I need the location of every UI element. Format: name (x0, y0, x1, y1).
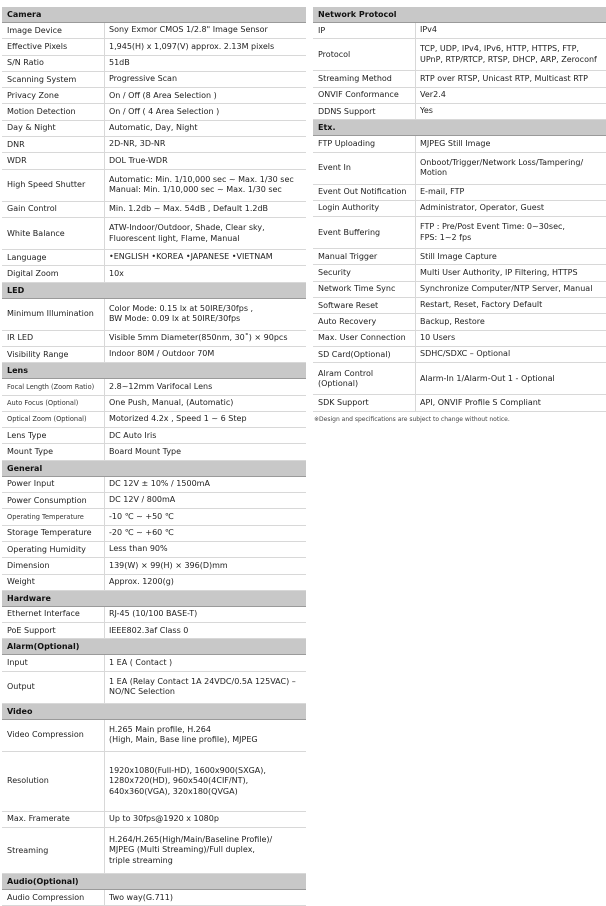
spec-value: API, ONVIF Profile S Compliant (420, 397, 541, 407)
spec-label: Power Input (2, 477, 105, 492)
spec-row (2, 56, 306, 72)
spec-row (2, 720, 306, 752)
spec-value: One Push, Manual, (Automatic) (109, 397, 234, 407)
spec-value: IPv4 (420, 25, 438, 35)
footnote: ※Design and specifications are subject to change without notice. (314, 415, 510, 423)
spec-value: -10 ℃ ~ +50 ℃ (109, 511, 174, 521)
spec-value: SDHC/SDXC – Optional (420, 349, 511, 359)
spec-value: Yes (420, 106, 433, 116)
spec-label: Login Authority (313, 201, 416, 216)
spec-row (2, 477, 306, 493)
spec-label: DNR (2, 137, 105, 152)
spec-label: Auto Focus (Optional) (2, 396, 105, 411)
section-header: Etx. (313, 120, 606, 136)
spec-label: Input (2, 655, 105, 670)
spec-label: Image Device (2, 23, 105, 38)
spec-label: Day & Night (2, 121, 105, 136)
spec-value: -20 ℃ ~ +60 ℃ (109, 528, 174, 538)
spec-value: Less than 90% (109, 544, 168, 554)
section-header: Camera (2, 7, 306, 23)
spec-value: 2D-NR, 3D-NR (109, 139, 166, 149)
spec-value: 1 EA (Relay Contact 1A 24VDC/0.5A 125VAC) – NO/NC Selection (109, 676, 296, 697)
spec-row (313, 217, 606, 249)
spec-value: ATW-Indoor/Outdoor, Shade, Clear sky, Fluorescent light, Flame, Manual (109, 223, 265, 243)
spec-table-left (2, 7, 306, 906)
spec-label: White Balance (2, 218, 105, 249)
spec-value: Restart, Reset, Factory Default (420, 300, 543, 310)
spec-label: PoE Support (2, 623, 105, 638)
spec-row (313, 298, 606, 314)
spec-row (2, 266, 306, 282)
spec-row (313, 249, 606, 265)
spec-row (2, 526, 306, 542)
section-header: Audio(Optional) (2, 874, 306, 890)
spec-label: Storage Temperature (2, 526, 105, 541)
spec-row (2, 23, 306, 39)
spec-label: Effective Pixels (2, 39, 105, 54)
spec-value: Sony Exmor CMOS 1/2.8" Image Sensor (109, 25, 268, 35)
spec-label: Privacy Zone (2, 88, 105, 103)
spec-label: Gain Control (2, 202, 105, 217)
spec-label: Focal Length (Zoom Ratio) (2, 379, 105, 394)
spec-row (2, 202, 306, 218)
spec-value: Alarm-In 1/Alarm-Out 1 - Optional (420, 373, 555, 383)
spec-row (2, 623, 306, 639)
spec-value: 139(W) × 99(H) × 396(D)mm (109, 560, 228, 570)
spec-label: FTP Uploading (313, 136, 416, 151)
spec-value: MJPEG Still Image (420, 138, 491, 148)
section-header: General (2, 461, 306, 477)
spec-value: 51dB (109, 57, 130, 67)
spec-row (2, 672, 306, 704)
spec-value: Automatic: Min. 1/10,000 sec ~ Max. 1/30 sec Manual: Min. 1/10,000 sec ~ Max. 1/30 sec (109, 174, 294, 195)
spec-label: Alram Control (Optional) (313, 363, 416, 394)
spec-label: Max. User Connection (313, 331, 416, 346)
spec-row (2, 250, 306, 266)
section-header: Lens (2, 363, 306, 379)
spec-value: H.265 Main profile, H.264 (High, Main, Base line profile), MJPEG (109, 724, 258, 745)
spec-row (313, 39, 606, 71)
spec-label: Ethernet Interface (2, 607, 105, 622)
spec-value: Ver2.4 (420, 90, 446, 100)
spec-label: Manual Trigger (313, 249, 416, 264)
spec-value: 1920x1080(Full-HD), 1600x900(SXGA), 1280x720(HD), 960x540(4CIF/NT), 640x360(VGA), 320x180(QVGA) (109, 765, 266, 796)
spec-label: Software Reset (313, 298, 416, 313)
spec-label: Event Out Notification (313, 185, 416, 200)
spec-row (2, 104, 306, 120)
spec-value: 10 Users (420, 333, 456, 343)
spec-row (2, 299, 306, 331)
section-header: Hardware (2, 591, 306, 607)
spec-value: IEEE802.3af Class 0 (109, 625, 189, 635)
spec-label: Weight (2, 575, 105, 590)
spec-row (2, 72, 306, 88)
spec-row (2, 655, 306, 671)
spec-row (2, 493, 306, 509)
spec-row (313, 265, 606, 281)
spec-label: Event In (313, 153, 416, 184)
spec-value: DC 12V ± 10% / 1500mA (109, 479, 210, 489)
spec-label: Protocol (313, 39, 416, 70)
spec-row (2, 347, 306, 363)
spec-value: H.264/H.265(High/Main/Baseline Profile)/ MJPEG (Multi Streaming)/Full duplex, triple streaming (109, 834, 273, 865)
spec-label: Operating Humidity (2, 542, 105, 557)
spec-label: SDK Support (313, 395, 416, 410)
spec-label: IR LED (2, 331, 105, 346)
spec-value: Up to 30fps@1920 x 1080p (109, 814, 219, 824)
spec-row (313, 363, 606, 395)
spec-table-right (313, 7, 606, 423)
spec-row (2, 607, 306, 623)
spec-value: On / Off ( 4 Area Selection ) (109, 106, 220, 116)
spec-label: Streaming (2, 828, 105, 873)
spec-row (2, 444, 306, 460)
spec-label: Minimum Illumination (2, 299, 105, 330)
spec-row (313, 104, 606, 120)
spec-value: On / Off (8 Area Selection ) (109, 90, 217, 100)
spec-label: Dimension (2, 558, 105, 573)
spec-value: Visible 5mm Diameter(850nm, 30˚) × 90pcs (109, 333, 288, 343)
spec-row (2, 137, 306, 153)
spec-label: Operating Temperature (2, 509, 105, 524)
spec-value: TCP, UDP, IPv4, IPv6, HTTP, HTTPS, FTP, UPnP, RTP/RTCP, RTSP, DHCP, ARP, Zeroconf (420, 44, 597, 64)
spec-label: Motion Detection (2, 104, 105, 119)
spec-row (313, 282, 606, 298)
spec-label: Power Consumption (2, 493, 105, 508)
spec-row (2, 890, 306, 906)
section-header: Network Protocol (313, 7, 606, 23)
spec-label: Digital Zoom (2, 266, 105, 281)
spec-value: DC Auto Iris (109, 430, 157, 440)
spec-label: Video Compression (2, 720, 105, 751)
spec-value: Min. 1.2db ~ Max. 54dB , Default 1.2dB (109, 204, 269, 214)
spec-row (313, 395, 606, 411)
spec-label: Visibility Range (2, 347, 105, 362)
spec-row (2, 752, 306, 812)
spec-value: RJ-45 (10/100 BASE-T) (109, 609, 198, 619)
spec-value: FTP : Pre/Post Event Time: 0~30sec, FPS: 1~2 fps (420, 222, 565, 242)
spec-value: Progressive Scan (109, 74, 178, 84)
spec-row (2, 39, 306, 55)
spec-row (313, 88, 606, 104)
spec-label: DDNS Support (313, 104, 416, 119)
spec-value: 1,945(H) x 1,097(V) approx. 2.13M pixels (109, 41, 275, 51)
spec-row (2, 88, 306, 104)
spec-value: Indoor 80M / Outdoor 70M (109, 349, 215, 359)
spec-value: Motorized 4.2x , Speed 1 ~ 6 Step (109, 414, 247, 424)
spec-value: Color Mode: 0.15 lx at 50IRE/30fps , BW Mode: 0.09 lx at 50IRE/30fps (109, 303, 254, 324)
spec-value: Automatic, Day, Night (109, 123, 198, 133)
spec-label: High Speed Shutter (2, 170, 105, 201)
spec-row (2, 575, 306, 591)
spec-row (313, 314, 606, 330)
spec-value: 1 EA ( Contact ) (109, 657, 173, 667)
spec-row (313, 136, 606, 152)
spec-row (313, 185, 606, 201)
section-header: Alarm(Optional) (2, 639, 306, 655)
spec-value: DC 12V / 800mA (109, 495, 176, 505)
spec-value: •ENGLISH •KOREA •JAPANESE •VIETNAM (109, 252, 273, 262)
spec-row (2, 218, 306, 250)
spec-row (313, 23, 606, 39)
spec-value: Board Mount Type (109, 446, 182, 456)
spec-row (2, 379, 306, 395)
spec-value: 2.8~12mm Varifocal Lens (109, 381, 213, 391)
spec-label: WDR (2, 153, 105, 168)
spec-value: DOL True-WDR (109, 155, 168, 165)
spec-label: Output (2, 672, 105, 703)
spec-value: RTP over RTSP, Unicast RTP, Multicast RTP (420, 73, 588, 83)
spec-row (313, 201, 606, 217)
spec-label: Auto Recovery (313, 314, 416, 329)
spec-value: Backup, Restore (420, 316, 485, 326)
spec-value: Still Image Capture (420, 251, 497, 261)
spec-row (2, 558, 306, 574)
spec-label: Scanning System (2, 72, 105, 87)
spec-row (2, 509, 306, 525)
spec-row (2, 153, 306, 169)
spec-row (2, 828, 306, 874)
spec-row (2, 170, 306, 202)
spec-label: Max. Framerate (2, 812, 105, 827)
spec-value: Onboot/Trigger/Network Loss/Tampering/ Motion (420, 157, 584, 178)
spec-value: E-mail, FTP (420, 186, 465, 196)
spec-value: Approx. 1200(g) (109, 576, 174, 586)
spec-label: Language (2, 250, 105, 265)
spec-label: ONVIF Conformance (313, 88, 416, 103)
spec-row (2, 121, 306, 137)
spec-label: Network Time Sync (313, 282, 416, 297)
spec-label: Streaming Method (313, 71, 416, 86)
spec-label: SD Card(Optional) (313, 347, 416, 362)
spec-row (313, 153, 606, 185)
spec-row (2, 412, 306, 428)
spec-value: Two way(G.711) (109, 892, 173, 902)
spec-row (313, 331, 606, 347)
section-header: Video (2, 704, 306, 720)
spec-label: Audio Compression (2, 890, 105, 905)
spec-row (2, 542, 306, 558)
spec-value: Administrator, Operator, Guest (420, 203, 545, 213)
spec-value: Synchronize Computer/NTP Server, Manual (420, 284, 593, 294)
spec-row (313, 347, 606, 363)
section-header: LED (2, 283, 306, 299)
spec-value: 10x (109, 268, 124, 278)
spec-row (313, 71, 606, 87)
spec-label: Resolution (2, 752, 105, 811)
spec-label: Event Buffering (313, 217, 416, 248)
spec-label: Lens Type (2, 428, 105, 443)
spec-row (2, 812, 306, 828)
spec-label: Optical Zoom (Optional) (2, 412, 105, 427)
spec-label: Mount Type (2, 444, 105, 459)
spec-value: Multi User Authority, IP Filtering, HTTPS (420, 267, 578, 277)
spec-label: S/N Ratio (2, 56, 105, 71)
spec-row (2, 331, 306, 347)
spec-row (2, 396, 306, 412)
spec-row (2, 428, 306, 444)
spec-label: IP (313, 23, 416, 38)
spec-label: Security (313, 265, 416, 280)
